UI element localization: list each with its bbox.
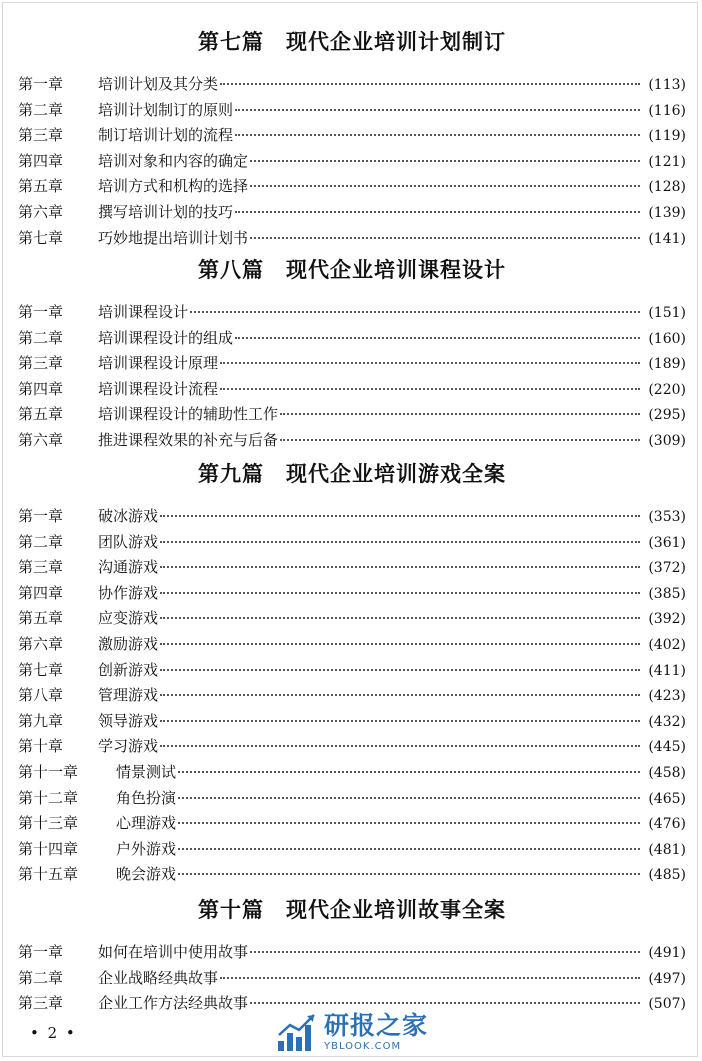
- chapter-title: 巧妙地提出培训计划书: [98, 228, 249, 247]
- chapter-number: 第九章: [18, 711, 64, 730]
- chapter-title: 培训课程设计原理: [98, 354, 219, 373]
- dot-leader: [235, 109, 640, 111]
- watermark-text: [324, 1012, 428, 1053]
- chapter-page: (465): [648, 790, 686, 807]
- dot-leader: [250, 237, 640, 239]
- chapter-number: 第二章: [18, 328, 64, 347]
- chapter-number: 第十四章: [18, 839, 79, 858]
- chapter-page: (128): [648, 179, 686, 196]
- chapter-page: (392): [648, 611, 686, 628]
- dot-leader: [250, 951, 640, 953]
- chapter-page: (411): [648, 662, 686, 679]
- dot-leader: [160, 617, 640, 619]
- chapter-page: (458): [648, 764, 686, 781]
- toc-entry[interactable]: [18, 786, 686, 812]
- toc-entry[interactable]: [18, 149, 686, 175]
- toc-list: [18, 940, 686, 1017]
- chapter-title: 培训课程设计的组成: [98, 328, 234, 347]
- toc-entry[interactable]: [18, 351, 686, 377]
- part-section-8: [18, 250, 686, 454]
- dot-leader: [220, 388, 640, 390]
- dot-leader: [220, 83, 640, 85]
- toc-entry[interactable]: [18, 734, 686, 760]
- chapter-page: (432): [648, 713, 686, 730]
- dot-leader: [160, 541, 640, 543]
- toc-entry[interactable]: [18, 555, 686, 581]
- toc-entry[interactable]: [18, 72, 686, 98]
- dot-leader: [250, 160, 640, 162]
- chapter-page: (309): [648, 432, 686, 449]
- toc-entry[interactable]: [18, 966, 686, 992]
- chapter-title: 管理游戏: [98, 686, 159, 705]
- part-section-7: [18, 22, 686, 251]
- toc-list: [18, 72, 686, 251]
- chapter-number: 第十三章: [18, 814, 79, 833]
- chapter-number: 第五章: [18, 405, 64, 424]
- dot-leader: [160, 669, 640, 671]
- chapter-page: (361): [648, 534, 686, 551]
- dot-leader: [178, 822, 640, 824]
- toc-list: [18, 504, 686, 888]
- chapter-number: 第一章: [18, 303, 64, 321]
- dot-leader: [160, 566, 640, 568]
- chapter-number: 第十一章: [18, 762, 79, 781]
- chapter-number: 第十二章: [18, 788, 79, 807]
- chapter-number: 第七章: [18, 660, 64, 679]
- chapter-number: 第三章: [18, 994, 64, 1013]
- chapter-page: (116): [648, 102, 686, 119]
- chapter-page: (353): [648, 509, 686, 525]
- toc-entry[interactable]: [18, 123, 686, 149]
- toc-entry[interactable]: [18, 377, 686, 403]
- dot-leader: [178, 848, 640, 850]
- dot-leader: [160, 720, 640, 722]
- chapter-number: 第十五章: [18, 865, 79, 884]
- chapter-title: 激励游戏: [98, 634, 159, 653]
- dot-leader: [160, 745, 640, 747]
- chapter-number: 第一章: [18, 943, 64, 961]
- chapter-number: 第二章: [18, 968, 64, 987]
- toc-entry[interactable]: [18, 581, 686, 607]
- chapter-number: 第四章: [18, 379, 64, 398]
- chapter-page: (121): [648, 153, 686, 170]
- chapter-page: (402): [648, 636, 686, 653]
- chapter-page: (295): [648, 407, 686, 424]
- toc-entry[interactable]: [18, 760, 686, 786]
- chapter-number: 第一章: [18, 507, 64, 525]
- toc-entry[interactable]: [18, 504, 686, 530]
- chapter-title: 培训课程设计的辅助性工作: [98, 405, 279, 424]
- chapter-page: (476): [648, 816, 686, 833]
- toc-entry[interactable]: [18, 606, 686, 632]
- chapter-title: 领导游戏: [98, 711, 159, 730]
- chapter-page: (423): [648, 688, 686, 705]
- chapter-page: (119): [648, 128, 686, 145]
- toc-entry[interactable]: [18, 837, 686, 863]
- part-title: 第十篇 现代企业培训故事全案: [198, 898, 506, 922]
- chapter-title: 企业战略经典故事: [98, 968, 219, 987]
- dot-leader: [280, 413, 640, 415]
- chapter-number: 第二章: [18, 532, 64, 551]
- chapter-title: 培训方式和机构的选择: [98, 177, 249, 196]
- chapter-number: 第七章: [18, 228, 64, 247]
- toc-entry[interactable]: [18, 300, 686, 326]
- toc-entry[interactable]: [18, 683, 686, 709]
- toc-entry[interactable]: [18, 940, 686, 966]
- chapter-title: 破冰游戏: [98, 507, 159, 525]
- dot-leader: [178, 797, 640, 799]
- chapter-number: 第三章: [18, 354, 64, 373]
- chapter-title: 应变游戏: [98, 609, 159, 628]
- watermark-url: YBLOOK.COM: [324, 1040, 402, 1052]
- dot-leader: [220, 977, 640, 979]
- chapter-title: 企业工作方法经典故事: [98, 994, 249, 1013]
- bar-chart-logo-icon: [276, 1011, 318, 1053]
- chapter-number: 第八章: [18, 686, 64, 705]
- chapter-title: 如何在培训中使用故事: [98, 943, 249, 961]
- part-title: 第九篇 现代企业培训游戏全案: [198, 462, 506, 486]
- chapter-number: 第三章: [18, 558, 64, 577]
- dot-leader: [190, 311, 640, 313]
- chapter-title: 团队游戏: [98, 532, 159, 551]
- toc-entry[interactable]: [18, 98, 686, 124]
- chapter-number: 第二章: [18, 100, 64, 119]
- toc-entry[interactable]: [18, 200, 686, 226]
- chapter-page: (507): [648, 996, 686, 1013]
- chapter-title: 制订培训计划的流程: [98, 126, 234, 145]
- toc-entry[interactable]: [18, 632, 686, 658]
- toc-entry[interactable]: [18, 658, 686, 684]
- dot-leader: [220, 362, 640, 364]
- chapter-number: 第六章: [18, 202, 64, 221]
- toc-list: [18, 300, 686, 454]
- chapter-title: 创新游戏: [98, 660, 159, 679]
- part-section-10: [18, 890, 686, 1017]
- toc-entry[interactable]: [18, 402, 686, 428]
- dot-leader: [250, 185, 640, 187]
- chapter-number: 第五章: [18, 609, 64, 628]
- chapter-page: (220): [648, 381, 686, 398]
- toc-entry[interactable]: [18, 709, 686, 735]
- chapter-page: (141): [648, 230, 686, 247]
- dot-leader: [160, 643, 640, 645]
- dot-leader: [160, 694, 640, 696]
- dot-leader: [235, 337, 640, 339]
- chapter-title: 推进课程效果的补充与后备: [98, 430, 279, 449]
- chapter-page: (151): [648, 305, 686, 321]
- chapter-title: 晚会游戏: [116, 865, 177, 884]
- chapter-title: 培训计划及其分类: [98, 75, 219, 93]
- chapter-page: (113): [648, 77, 686, 93]
- toc-entry[interactable]: [18, 326, 686, 352]
- chapter-title: 培训课程设计流程: [98, 379, 219, 398]
- chapter-page: (485): [648, 867, 686, 884]
- chapter-page: (160): [648, 330, 686, 347]
- dot-leader: [160, 592, 640, 594]
- chapter-number: 第四章: [18, 151, 64, 170]
- chapter-page: (481): [648, 841, 686, 858]
- chapter-page: (189): [648, 356, 686, 373]
- chapter-title: 情景测试: [116, 762, 177, 781]
- chapter-title: 角色扮演: [116, 788, 177, 807]
- chapter-title: 撰写培训计划的技巧: [98, 202, 234, 221]
- chapter-title: 培训计划制订的原则: [98, 100, 234, 119]
- chapter-title: 沟通游戏: [98, 558, 159, 577]
- chapter-title: 心理游戏: [116, 814, 177, 833]
- chapter-number: 第四章: [18, 583, 64, 602]
- part-title: 第七篇 现代企业培训计划制订: [198, 30, 506, 54]
- chapter-title: 学习游戏: [98, 737, 159, 756]
- toc-entry[interactable]: [18, 428, 686, 454]
- toc-entry[interactable]: [18, 811, 686, 837]
- dot-leader: [235, 134, 640, 136]
- dot-leader: [235, 211, 640, 213]
- toc-entry[interactable]: [18, 862, 686, 888]
- chapter-number: 第十章: [18, 737, 64, 756]
- chapter-title: 培训对象和内容的确定: [98, 151, 249, 170]
- dot-leader: [250, 1002, 640, 1004]
- chapter-number: 第六章: [18, 634, 64, 653]
- toc-entry[interactable]: [18, 174, 686, 200]
- chapter-number: 第一章: [18, 75, 64, 93]
- chapter-title: 培训课程设计: [98, 303, 189, 321]
- part-title: 第八篇 现代企业培训课程设计: [198, 258, 506, 282]
- chapter-page: (491): [648, 945, 686, 961]
- dot-leader: [160, 515, 640, 517]
- dot-leader: [178, 873, 640, 875]
- chapter-page: (139): [648, 204, 686, 221]
- chapter-page: (385): [648, 585, 686, 602]
- chapter-number: 第六章: [18, 430, 64, 449]
- page-number: • 2 •: [30, 1024, 77, 1042]
- chapter-page: (372): [648, 560, 686, 577]
- chapter-number: 第五章: [18, 177, 64, 196]
- chapter-page: (497): [648, 970, 686, 987]
- chapter-number: 第三章: [18, 126, 64, 145]
- watermark: [276, 1008, 428, 1056]
- chapter-title: 户外游戏: [116, 839, 177, 858]
- dot-leader: [280, 439, 640, 441]
- chapter-page: (445): [648, 739, 686, 756]
- watermark-name: 研报之家: [324, 1010, 429, 1040]
- toc-entry[interactable]: [18, 226, 686, 252]
- dot-leader: [178, 771, 640, 773]
- chapter-title: 协作游戏: [98, 583, 159, 602]
- toc-entry[interactable]: [18, 530, 686, 556]
- part-section-9: [18, 454, 686, 888]
